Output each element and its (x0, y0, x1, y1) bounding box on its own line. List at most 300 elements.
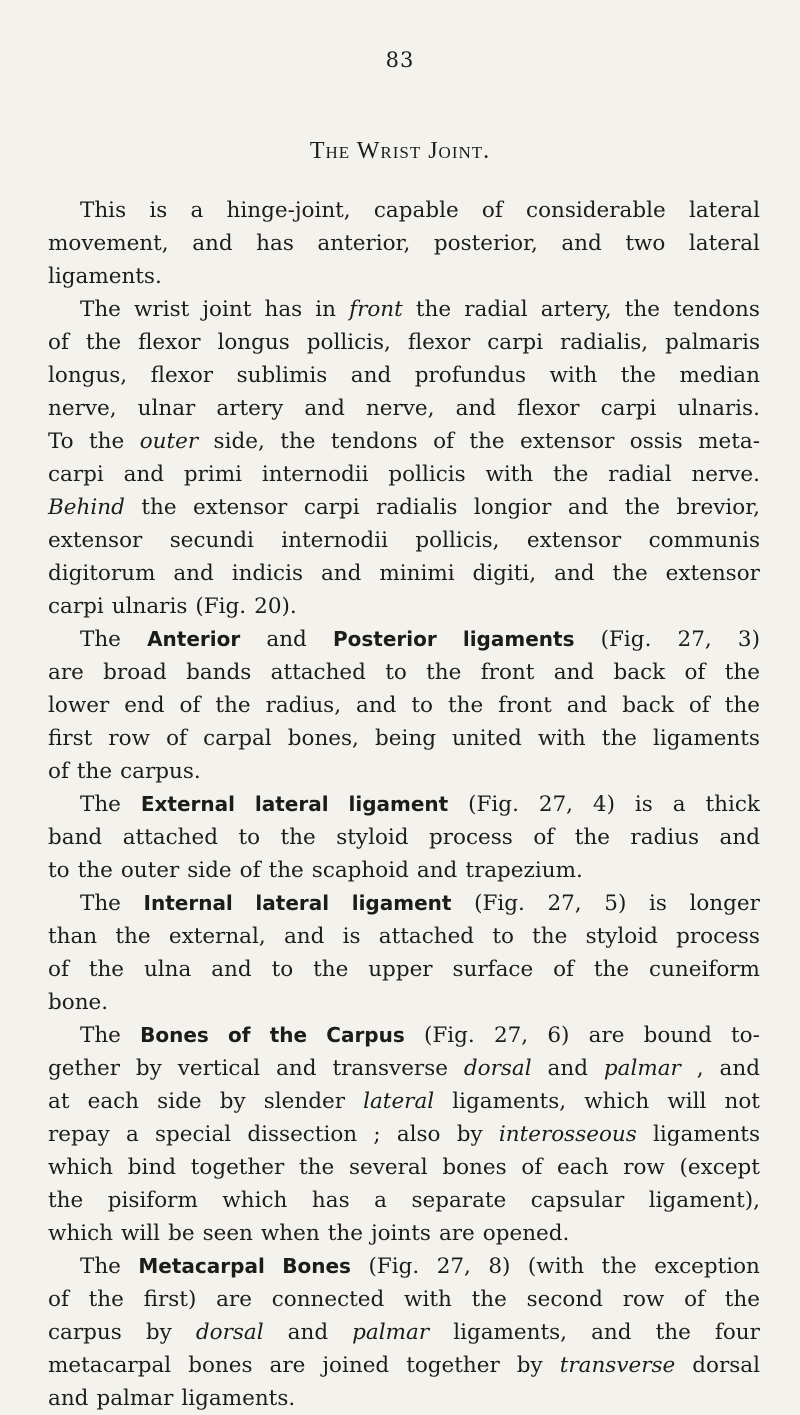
word: and (554, 561, 595, 586)
word: each (87, 1089, 140, 1114)
word: the (269, 1023, 308, 1047)
word: the (601, 1254, 637, 1279)
word: front (349, 297, 403, 322)
word: bones (188, 1353, 253, 1378)
word: longior (473, 495, 552, 520)
word: each (557, 1155, 609, 1180)
word: ulna (143, 957, 192, 982)
word: styloid (336, 825, 409, 850)
word: and (276, 1056, 317, 1081)
word: digiti, (472, 561, 537, 586)
word: to (492, 924, 514, 949)
word: secundi (169, 528, 254, 553)
word: the (115, 924, 151, 949)
word: palmar (352, 1320, 430, 1345)
text-line (48, 689, 760, 722)
word: movement, (48, 231, 169, 256)
word: of (521, 1155, 543, 1180)
word: process (676, 924, 760, 949)
word: lateral (363, 1089, 435, 1114)
word: back (622, 693, 674, 718)
text-line (48, 260, 760, 293)
text-line (48, 1382, 760, 1415)
word: ligaments (653, 1122, 760, 1147)
word: has (264, 297, 303, 322)
word: of (684, 1287, 705, 1312)
word: carpal (203, 726, 272, 751)
text-line (48, 1349, 760, 1382)
word: considerable (526, 198, 666, 223)
word: (Fig. (368, 1254, 420, 1279)
text-line (48, 788, 760, 821)
word: end (124, 693, 165, 718)
word: band (48, 825, 103, 850)
word: several (348, 1155, 428, 1180)
word: 27, (436, 1254, 471, 1279)
word: ligaments, (453, 1320, 568, 1345)
word: 8) (488, 1254, 511, 1279)
word: which (48, 1221, 114, 1246)
word: ; (373, 1122, 381, 1147)
word: and (567, 495, 609, 520)
word: 27, (677, 627, 712, 652)
word: will (667, 1089, 707, 1114)
word: four (714, 1320, 760, 1345)
word: carpus (48, 1320, 122, 1345)
word: Posterior (332, 627, 437, 651)
word: 27, (547, 891, 582, 916)
text-line (48, 755, 760, 788)
word: ossis (629, 429, 683, 454)
word: the (280, 825, 316, 850)
word: (Fig. (423, 1023, 475, 1048)
text-line (48, 953, 760, 986)
word: upper (368, 957, 433, 982)
word: back (613, 660, 666, 685)
word: broad (103, 660, 167, 685)
word: transverse (559, 1353, 676, 1378)
word: opened. (482, 1221, 570, 1246)
word: The (80, 1023, 121, 1048)
word: of (48, 957, 69, 982)
word: (Fig. (468, 792, 519, 817)
word: ligaments. (48, 264, 162, 289)
word: the (89, 429, 125, 454)
word: ligaments (462, 627, 575, 651)
word: indicis (231, 561, 304, 586)
word: ligament (351, 891, 452, 915)
word: are (588, 1023, 625, 1048)
word: pollicis, (306, 330, 391, 355)
word: (Fig. (600, 627, 652, 652)
word: are (438, 1221, 475, 1246)
word: palmar (603, 1056, 681, 1081)
text-line (48, 524, 760, 557)
word: Metacarpal (138, 1254, 265, 1278)
text-line (48, 722, 760, 755)
word: extensor (520, 429, 615, 454)
word: ligaments, (452, 1089, 567, 1114)
word: cuneiform (649, 957, 760, 982)
word: and (173, 561, 214, 586)
word: the (593, 957, 630, 982)
word: the (280, 429, 316, 454)
word: flexor (150, 363, 214, 388)
text-line (48, 425, 760, 458)
word: metacarpal (48, 1353, 172, 1378)
text-line (48, 1217, 760, 1250)
word: joints (370, 1221, 431, 1246)
word: to (411, 693, 433, 718)
word: process (429, 825, 513, 850)
word: flexor (407, 330, 471, 355)
word: and (719, 825, 760, 850)
word: pollicis (388, 462, 466, 487)
word: of (688, 693, 710, 718)
word: (Fig. (195, 594, 247, 619)
word: exception (654, 1254, 760, 1279)
word: capable (373, 198, 459, 223)
word: second (526, 1287, 603, 1312)
text-line (48, 1283, 760, 1316)
word: when (260, 1221, 320, 1246)
word: anterior, (317, 231, 411, 256)
word: of (48, 1287, 69, 1312)
word: External (140, 792, 235, 816)
word: outer (139, 429, 199, 454)
text-line (48, 1085, 760, 1118)
word: the (624, 495, 660, 520)
word: and (591, 1320, 632, 1345)
text-line (48, 359, 760, 392)
word: the (85, 330, 122, 355)
word: posterior, (433, 231, 538, 256)
word: of (48, 759, 69, 784)
word: longer (689, 891, 760, 916)
word: lateral (255, 891, 330, 915)
word: special (155, 1122, 232, 1147)
word: bones, (287, 726, 359, 751)
word: Bones (140, 1023, 209, 1047)
word: is (634, 792, 653, 817)
word: and (192, 231, 233, 256)
word: seen (202, 1221, 253, 1246)
word: a (672, 792, 686, 817)
word: bone. (48, 990, 109, 1015)
word: 3) (737, 627, 760, 652)
word: nerve, (365, 396, 435, 421)
word: the (612, 561, 648, 586)
word: together (190, 1155, 285, 1180)
word: extensor (193, 495, 288, 520)
word: than (48, 924, 98, 949)
word: Internal (143, 891, 233, 915)
word: ulnaris (111, 594, 188, 619)
text-line (48, 227, 760, 260)
word: ulnar (137, 396, 196, 421)
word: radial (464, 297, 528, 322)
word: will (121, 1221, 161, 1246)
word: (with (527, 1254, 585, 1279)
word: the (724, 660, 760, 685)
word: by (516, 1353, 543, 1378)
word: of (533, 825, 555, 850)
word: are (269, 1353, 306, 1378)
word: be (168, 1221, 195, 1246)
word: side (187, 858, 232, 883)
word: The (80, 627, 121, 652)
word: the (532, 924, 568, 949)
word: of (228, 1023, 251, 1047)
word: has (256, 231, 294, 256)
word: and (356, 693, 397, 718)
text-line (48, 458, 760, 491)
word: longus, (48, 363, 128, 388)
word: a (190, 198, 204, 223)
word: to (238, 825, 261, 850)
word: to- (731, 1023, 760, 1048)
word: the (620, 363, 656, 388)
word: artery (216, 396, 284, 421)
word: not (724, 1089, 760, 1114)
word: by (219, 1089, 246, 1114)
word: tendons (330, 429, 418, 454)
word: the (724, 693, 760, 718)
word: is (149, 198, 168, 223)
word: united (452, 726, 522, 751)
word: and (547, 1056, 588, 1081)
word: primi (183, 462, 243, 487)
word: The (80, 1254, 121, 1279)
word: thick (705, 792, 760, 817)
word: to (271, 957, 294, 982)
word: 4) (592, 792, 615, 817)
word: of (553, 957, 574, 982)
word: and (416, 858, 458, 883)
word: the (469, 429, 505, 454)
word: extensor (48, 528, 143, 553)
word: pisiform (107, 1188, 198, 1213)
word: bands (186, 660, 252, 685)
word: first (48, 726, 93, 751)
word: communis (648, 528, 760, 553)
word: flexor (517, 396, 580, 421)
word: brevior, (676, 495, 760, 520)
word: Behind (48, 495, 125, 520)
word: gether (48, 1056, 120, 1081)
word: external, (168, 924, 266, 949)
word: radialis, (559, 330, 649, 355)
word: 27, (493, 1023, 529, 1048)
word: the (574, 825, 610, 850)
word: and (283, 924, 325, 949)
word: (Fig. (474, 891, 525, 916)
word: first) (143, 1287, 197, 1312)
word: wrist (134, 297, 190, 322)
text-line (48, 1019, 760, 1052)
word: minimi (379, 561, 455, 586)
word: is (648, 891, 667, 916)
word: together (406, 1353, 500, 1378)
word: and (455, 396, 497, 421)
text-line (48, 194, 760, 227)
word: the (447, 693, 484, 718)
word: ulnaris. (677, 396, 760, 421)
word: flexor (138, 330, 201, 355)
word: carpi (48, 594, 104, 619)
text-line (48, 326, 760, 359)
word: capsular (530, 1188, 625, 1213)
word: The (80, 891, 121, 916)
word: and (48, 1386, 89, 1411)
text-line (48, 557, 760, 590)
word: and (304, 396, 345, 421)
text-line (48, 854, 760, 887)
word: of (684, 660, 706, 685)
word: and (566, 693, 608, 718)
word: and (266, 627, 307, 652)
word: extensor (665, 561, 760, 586)
word: styloid (585, 924, 658, 949)
word: and (719, 1056, 760, 1081)
word: The (80, 297, 121, 322)
word: of (179, 693, 201, 718)
word: radius (630, 825, 700, 850)
word: by (145, 1320, 172, 1345)
word: the (76, 759, 113, 784)
word: the (141, 495, 177, 520)
text-line (48, 623, 760, 656)
word: joined (322, 1353, 390, 1378)
word: the (215, 693, 251, 718)
text-line (48, 1184, 760, 1217)
word: row (108, 726, 150, 751)
word: artery, (540, 297, 612, 322)
word: the (327, 1221, 363, 1246)
word: of (166, 726, 187, 751)
word: attached (378, 924, 475, 949)
word: ligament), (648, 1188, 760, 1213)
word: of (48, 330, 69, 355)
word: ligament (348, 792, 449, 816)
word: in (315, 297, 337, 322)
word: slender (263, 1089, 345, 1114)
word: dissection (247, 1122, 358, 1147)
word: and (561, 231, 602, 256)
word: two (625, 231, 666, 256)
word: carpus. (120, 759, 201, 784)
text-line (48, 392, 760, 425)
word: the (553, 462, 589, 487)
word: the (313, 957, 349, 982)
word: transverse (332, 1056, 448, 1081)
text-line (48, 293, 760, 326)
word: the (77, 858, 113, 883)
word: row (623, 1155, 665, 1180)
word: a (125, 1122, 139, 1147)
text-line (48, 1052, 760, 1085)
text-line (48, 491, 760, 524)
word: 6) (547, 1023, 570, 1048)
word: nerve. (691, 462, 760, 487)
word: side, (213, 429, 265, 454)
word: palmar (96, 1386, 174, 1411)
word: the (426, 660, 462, 685)
word: (except (679, 1155, 760, 1180)
text-line (48, 1316, 760, 1349)
word: the (415, 297, 452, 322)
word: the (724, 1287, 760, 1312)
word: ligaments (652, 726, 760, 751)
word: lateral (688, 198, 760, 223)
word: carpi (600, 396, 657, 421)
word: by (135, 1056, 162, 1081)
word: trapezium. (465, 858, 583, 883)
word: which (222, 1188, 288, 1213)
word: 27, (538, 792, 574, 817)
word: ligaments. (181, 1386, 296, 1411)
word: lateral (254, 792, 329, 816)
word: the (655, 1320, 691, 1345)
page-number: 83 (385, 48, 415, 72)
word: longus (217, 330, 290, 355)
word: This (80, 198, 127, 223)
word: dorsal (463, 1056, 532, 1081)
text-line (48, 656, 760, 689)
word: lateral (688, 231, 760, 256)
word: at (48, 1089, 70, 1114)
word: To (48, 429, 74, 454)
word: outer (120, 858, 180, 883)
word: the (48, 1188, 84, 1213)
word: surface (452, 957, 534, 982)
word: with (549, 363, 598, 388)
word: radialis (376, 495, 458, 520)
word: the (624, 297, 660, 322)
word: to (385, 660, 407, 685)
word: The (80, 792, 121, 817)
word: also (396, 1122, 441, 1147)
word: radius, (265, 693, 342, 718)
word: the (268, 858, 304, 883)
word: sublimis (236, 363, 328, 388)
text-line (48, 821, 760, 854)
word: and (320, 561, 362, 586)
word: and (123, 462, 165, 487)
word: tendons (673, 297, 760, 322)
word: and (211, 957, 252, 982)
word: the (88, 1287, 124, 1312)
word: a (374, 1188, 387, 1213)
word: pollicis, (415, 528, 500, 553)
word: and (350, 363, 392, 388)
word: repay (48, 1122, 110, 1147)
text-line (48, 590, 760, 623)
word: meta- (698, 429, 760, 454)
word: dorsal (692, 1353, 760, 1378)
word: of (239, 858, 261, 883)
word: joint (202, 297, 252, 322)
text-line (48, 986, 760, 1019)
word: connected (271, 1287, 385, 1312)
word: carpi (303, 495, 360, 520)
word: separate (411, 1188, 507, 1213)
word: Carpus (326, 1023, 405, 1047)
word: lower (48, 693, 110, 718)
word: with (537, 726, 586, 751)
word: side (157, 1089, 202, 1114)
word: radial (608, 462, 672, 487)
